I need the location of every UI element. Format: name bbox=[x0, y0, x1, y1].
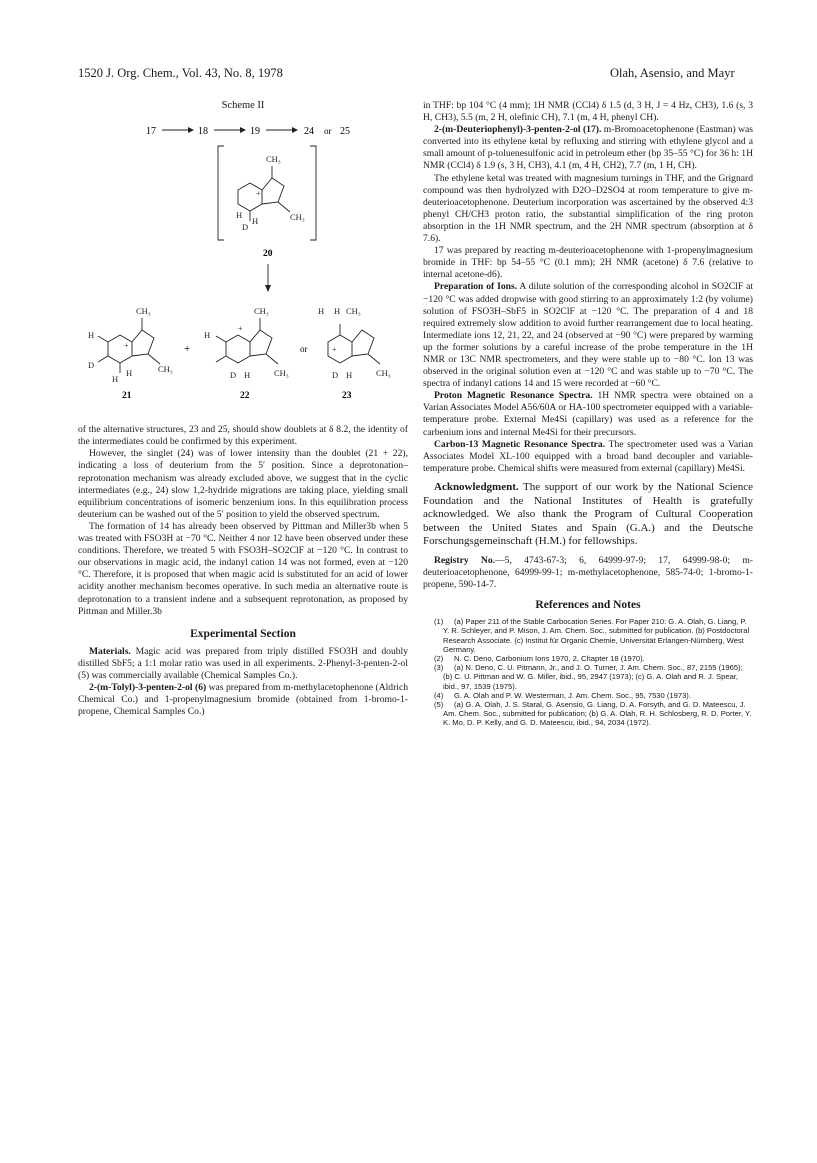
compound-21-labels bbox=[88, 306, 173, 384]
paragraph-formation: The formation of 14 has already been observed by Pittman and Miller3b when 5 was treated with FSO3H at −70 °C. Neither 4 nor 12 have been observed under these conditions. Therefore, we treated 5 with FSO3H–SO2ClF at −120 °C. In contrast to our observations in magic acid, the indanyl cation 14 was not formed, even at −120 °C. Therefore, it is proposed that when magic acid is substituted for an acid of lower acidity another mechanism becomes operative. In such media an alternative route is deprotonation to a transient indene and a subsequent reprotonation, as proposed by Pittman and Miller.3b bbox=[78, 520, 408, 617]
compound-22-labels bbox=[204, 306, 289, 380]
tolyl-text: was prepared from m-methylacetophenone (Aldrich Chemical Co.) and 1-propenylmagnesium bromide (obtained from 1-bromo-1-propene, Chemical Samples Co.) bbox=[78, 682, 408, 718]
right-column bbox=[423, 100, 753, 728]
acknowledgment-block bbox=[423, 481, 753, 549]
label-25: 25 bbox=[340, 126, 350, 138]
running-header-right: Olah, Asensio, and Mayr bbox=[610, 66, 735, 80]
pmr-heading: Proton Magnetic Resonance Spectra. bbox=[434, 390, 593, 402]
svg-text:H: H bbox=[236, 210, 243, 221]
svg-text:H: H bbox=[346, 370, 353, 381]
svg-text:H: H bbox=[318, 306, 325, 317]
svg-text:CH₃: CH₃ bbox=[266, 154, 281, 165]
ack-heading: Acknowledgment. bbox=[434, 480, 519, 493]
svg-text:H: H bbox=[204, 330, 211, 341]
svg-text:or: or bbox=[324, 126, 332, 137]
svg-text:CH₃: CH₃ bbox=[274, 368, 289, 379]
or-text: or bbox=[300, 344, 308, 355]
label-17: 17 bbox=[146, 126, 156, 138]
compound-21 bbox=[98, 318, 160, 373]
c13-text: The spectrometer used was a Varian Associates Model XL-100 equipped with a broad band decoupler and variable-temperature probe. Chemical shifts were measured from external (capillary) Me4Si. bbox=[423, 438, 753, 474]
references-list bbox=[423, 617, 753, 727]
compound-23-labels bbox=[318, 306, 391, 380]
left-column bbox=[78, 100, 408, 718]
reference-item: (5) (a) G. A. Olah, J. S. Staral, G. Asensio, G. Liang, D. A. Forsyth, and G. D. Mateescu, J. Am. Chem. Soc., submitted for publication; (b) G. A. Olah, R. H. Schlosberg, R. D. Porter, Y. K. Mo, D. P. Kelly, and G. D. Mateescu, ibid., 94, 2034 (1972). bbox=[434, 700, 752, 728]
svg-text:+: + bbox=[124, 341, 129, 351]
svg-text:H: H bbox=[112, 374, 119, 385]
compound-label-21: 21 bbox=[122, 391, 132, 402]
svg-text:CH₃: CH₃ bbox=[254, 306, 269, 317]
registry-text: —5, 4743-67-3; 6, 64999-97-9; 17, 64999-98-0; m-deuterioacetophenone, 64999-99-1; m-methylacetophenone, 585-74-0; 1-bromo-1-propene, 590-14-7. bbox=[423, 554, 753, 591]
paragraph-materials bbox=[78, 646, 408, 682]
paragraph-alternative: of the alternative structures, 23 and 25, should show doublets at δ 8.2, the identity of the intermediates could be confirmed by this experiment. bbox=[78, 424, 408, 448]
paragraph-singlet: However, the singlet (24) was of lower intensity than the doublet (21 + 22), indicating a loss of deuterium from the 5′ position. Since a deprotonation–reprotonation mechanism was already excluded above, we suggest that in the cyclic intermediates (e.g., 24) slow 1,2-hydride migrations are taking place, yielding small equilibrium concentrations of isomeric benzenium ions. In this equilibration process deuterium can be washed out of the 5′ position to yield the observed spectrum. bbox=[78, 448, 408, 520]
scheme-arrow-line bbox=[146, 126, 350, 137]
paragraph-deuteriophenyl bbox=[423, 124, 753, 172]
pmr-text: 1H NMR spectra were obtained on a Varian Associates Model A56/60A or HA-100 spectrometer equipped with a variable-temperature probe. External Me4Si (capillary) was used as a reference for the carbenium ions and internal Me4Si for their precursors. bbox=[423, 390, 753, 438]
label-24: 24 bbox=[304, 126, 314, 138]
reference-item: (1) (a) Paper 211 of the Stable Carbocation Series. For Paper 210: G. A. Olah, G. Liang, P. Y. R. Schleyer, and P. Mison, J. Am. Chem. Soc., submitted for publication. (b) Postdoctoral Research Associate. (c) Institut für Organic Chemie, Universität Erlangen-Nürnberg, West Germany. bbox=[434, 617, 750, 654]
svg-text:H: H bbox=[244, 370, 251, 381]
svg-text:D: D bbox=[230, 370, 237, 381]
svg-text:H: H bbox=[126, 368, 133, 379]
svg-text:+: + bbox=[256, 189, 261, 199]
svg-text:CH₃: CH₃ bbox=[376, 368, 391, 379]
plus-sign: + bbox=[184, 343, 191, 356]
paragraph-registry bbox=[423, 555, 753, 591]
svg-text:CH₃: CH₃ bbox=[136, 306, 151, 317]
reference-item: (3) (a) N. Deno, C. U. Pitmann, Jr., and J. O. Turner, J. Am. Chem. Soc., 87, 2155 (1965); (b) C. U. Pittman and W. G. Miller, ibid., 95, 2947 (1973); (c) G. A. Olah and R. J. Spear, ibid., 97, 1539 (1975). bbox=[434, 663, 743, 691]
deut-text: m-Bromoacetophenone (Eastman) was converted into its ethylene ketal by refluxing and stirring with ethylene glycol and a small amount of p-toluenesulfonic acid in petroleum ether (bp 35–55 °C) for 36 h: 1H NMR (CCl4) δ 1.9 (s, 3 H, CH3), 4.1 (m, 4 H, CH2), 7.7 (m, 1 H, CH). bbox=[423, 124, 753, 172]
paragraph-pmr bbox=[423, 390, 753, 438]
svg-text:CH₃: CH₃ bbox=[290, 212, 305, 223]
c13-heading: Carbon-13 Magnetic Resonance Spectra. bbox=[434, 438, 606, 450]
label-18: 18 bbox=[198, 126, 208, 138]
svg-text:CH₃: CH₃ bbox=[346, 306, 361, 317]
svg-text:D: D bbox=[88, 360, 95, 371]
compound-23 bbox=[328, 324, 380, 364]
svg-text:H: H bbox=[252, 216, 259, 227]
reference-item: (2) N. C. Deno, Carbonium Ions 1970, 2, Chapter 18 (1970). bbox=[434, 654, 645, 664]
compound-20-labels bbox=[236, 154, 305, 232]
running-header-left: 1520 J. Org. Chem., Vol. 43, No. 8, 1978 bbox=[78, 66, 283, 80]
deut-heading: 2-(m-Deuteriophenyl)-3-penten-2-ol (17). bbox=[434, 124, 602, 136]
svg-text:D: D bbox=[242, 222, 249, 233]
svg-text:+: + bbox=[238, 324, 243, 334]
materials-text: Magic acid was prepared from triply distilled FSO3H and doubly distilled SbF5; a 1:1 molar ratio was used in all experiments. 2-Phenyl-3-penten-2-ol (5) was commercially available (Chemical Samples Co.). bbox=[78, 645, 408, 681]
svg-text:CH₃: CH₃ bbox=[158, 364, 173, 375]
paragraph-tolyl bbox=[78, 682, 408, 718]
paragraph-prep17: 17 was prepared by reacting m-deuterioacetophenone with 1-propenylmagnesium bromide in THF: bp 54–55 °C (0.1 mm); 2H NMR (acetone) δ 7.6 (relative to internal acetone-d6). bbox=[423, 245, 753, 281]
paragraph-c13 bbox=[423, 439, 753, 475]
tolyl-heading: 2-(m-Tolyl)-3-penten-2-ol (6) bbox=[89, 682, 207, 694]
ions-heading: Preparation of Ions. bbox=[434, 281, 518, 293]
svg-text:H: H bbox=[88, 330, 95, 341]
svg-text:D: D bbox=[332, 370, 339, 381]
experimental-section-title: Experimental Section bbox=[190, 627, 296, 640]
paragraph-ions bbox=[423, 281, 753, 390]
compound-22 bbox=[216, 318, 278, 364]
materials-heading: Materials. bbox=[89, 645, 131, 657]
scheme-title: Scheme II bbox=[221, 100, 265, 111]
label-19: 19 bbox=[250, 126, 260, 138]
registry-heading: Registry No. bbox=[434, 554, 496, 566]
compound-label-23: 23 bbox=[342, 391, 352, 402]
ions-text: A dilute solution of the corresponding alcohol in SO2ClF at −120 °C was added dropwise with good stirring to an approximately 1:2 (by volume) solution of FSO3H–SbF5 in SO2ClF at −120 °C. The preparation of 4 and 18 required extremely slow addition to avoid further rearrangement due to local heating. Intermediate ions 12, 21, 22, and 24 (observed at −90 °C) were prepared by warming up the former solutions by a careful increase of the probe temperature in the 1H NMR or 13C NMR spectrometers, and they were stable up to −80 °C. Ion 13 was observed in the original solution even at −120 °C and was stable up to −70 °C. The spectra of indanyl cations 14 and 15 were recorded at −60 °C. bbox=[423, 281, 753, 390]
svg-text:H: H bbox=[334, 306, 341, 317]
scheme-figure bbox=[78, 120, 408, 420]
paragraph-ketal: The ethylene ketal was treated with magnesium turnings in THF, and the Grignard compound was then hydrolyzed with D2O–D2SO4 at room temperature to give m-deuterioacetophenone. Deuterium incorporation was ascertained by the observed 4:3 phenyl CH/CH3 proton ratio, the substantial simplification of the ring proton absorption in the 1H NMR spectrum, and the 2H NMR spectrum (absorption at δ 7.6). bbox=[423, 172, 753, 245]
ack-text: The support of our work by the National Science Foundation and the National Institutes of Health is gratefully acknowledged. We also thank the Program of Cultural Cooperation between the United States and Spain (G.A.) and the Deutsche Forschungsgemeinschaft (H.M.) for fellowships. bbox=[423, 480, 753, 548]
compound-label-20: 20 bbox=[263, 249, 273, 260]
paragraph-acknowledgment bbox=[423, 481, 753, 549]
paragraph-thf-cont: in THF: bp 104 °C (4 mm); 1H NMR (CCl4) δ 1.5 (d, 3 H, J = 4 Hz, CH3), 1.6 (s, 3 H, CH3), 5.5 (m, 2 H, olefinic CH), 7.1 (m, 4 H, phenyl CH). bbox=[423, 100, 753, 124]
references-title: References and Notes bbox=[535, 599, 641, 612]
svg-text:+: + bbox=[332, 345, 337, 355]
reference-item: (4) G. A. Olah and P. W. Westerman, J. Am. Chem. Soc., 95, 7530 (1973). bbox=[434, 690, 691, 700]
compound-label-22: 22 bbox=[240, 391, 250, 402]
